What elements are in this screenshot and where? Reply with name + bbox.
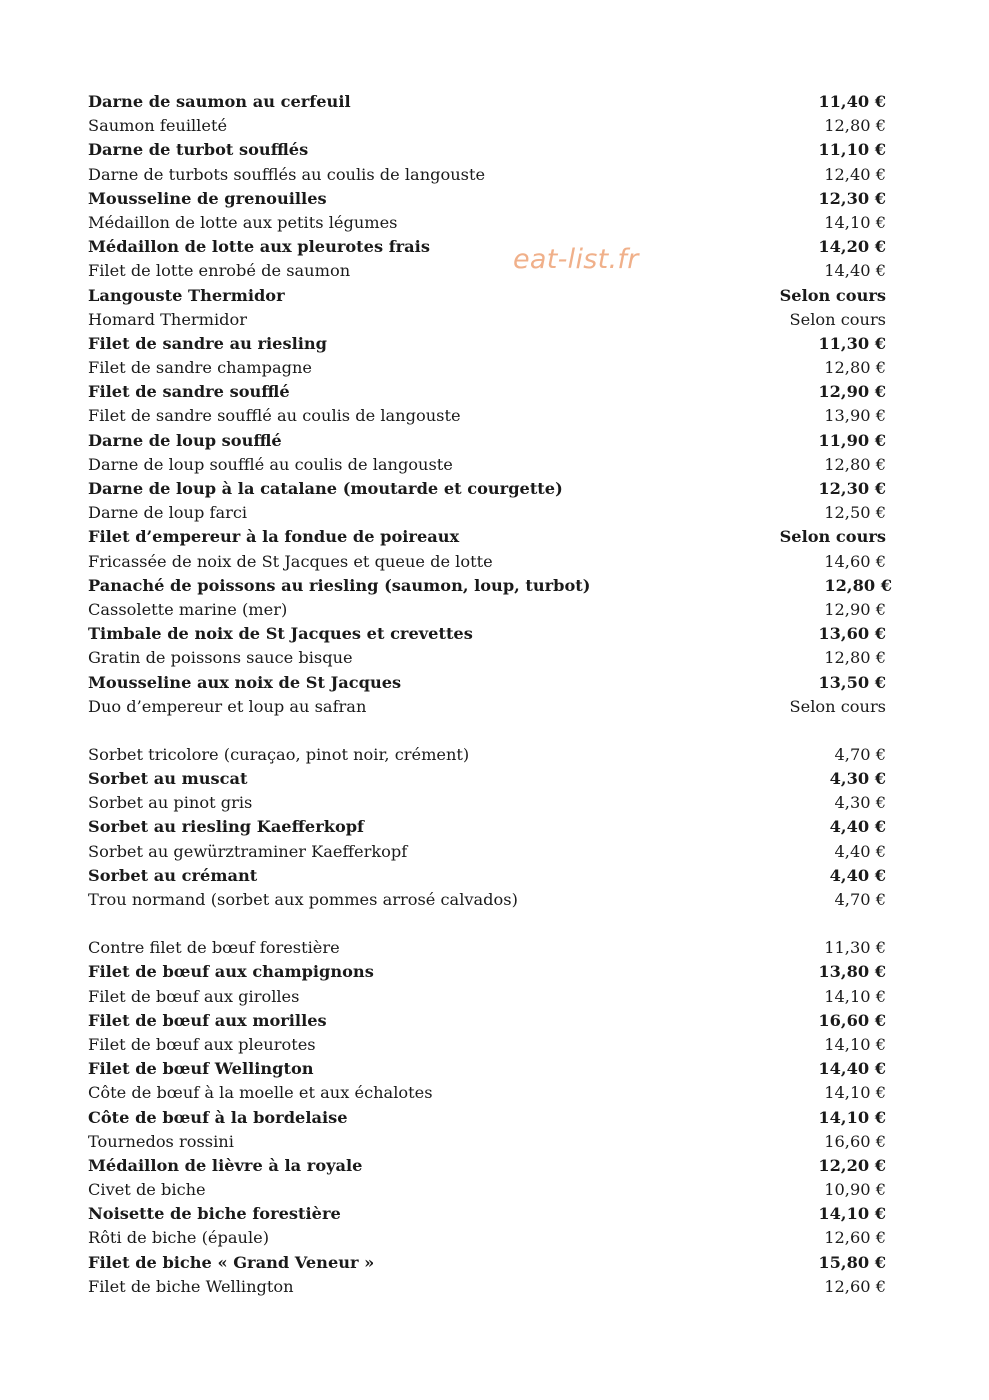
menu-item — [88, 1275, 886, 1299]
menu-item-price: 11,90 € — [818, 430, 886, 450]
menu-item-name: Filet de sandre champagne — [88, 358, 312, 378]
menu-item-name: Filet de biche Wellington — [88, 1276, 294, 1296]
menu-item — [88, 1154, 886, 1178]
menu-item — [88, 235, 886, 259]
menu-item-price: 12,60 € — [824, 1228, 886, 1248]
menu-item — [88, 695, 886, 719]
menu-item-price: 12,90 € — [818, 382, 886, 402]
menu-item — [88, 284, 886, 308]
menu-item-name: Langouste Thermidor — [88, 285, 285, 305]
menu-item-name: Contre filet de bœuf forestière — [88, 938, 340, 958]
menu-item-name: Médaillon de lotte aux pleurotes frais — [88, 237, 430, 257]
menu-item-name: Darne de turbots soufflés au coulis de langouste — [88, 164, 486, 184]
menu-item-name: Rôti de biche (épaule) — [88, 1228, 270, 1248]
menu-section — [88, 743, 886, 912]
menu-item-price: 14,40 € — [824, 261, 886, 281]
menu-item — [88, 1009, 886, 1033]
menu-item — [88, 1106, 886, 1130]
menu-list — [88, 90, 892, 1299]
menu-item-name: Filet de biche « Grand Veneur » — [88, 1252, 375, 1272]
menu-item — [88, 501, 886, 525]
menu-item-name: Darne de loup à la catalane (moutarde et courgette) — [88, 479, 563, 498]
menu-item-name: Trou normand (sorbet aux pommes arrosé calvados) — [88, 890, 518, 909]
menu-item-price: 14,20 € — [818, 237, 886, 257]
menu-item-price: 12,90 € — [824, 599, 886, 619]
menu-item-name: Darne de turbot soufflés — [88, 140, 309, 160]
menu-item — [88, 936, 886, 960]
menu-item — [88, 114, 886, 138]
menu-item-name: Noisette de biche forestière — [88, 1204, 341, 1224]
menu-item — [88, 767, 886, 791]
menu-item — [88, 743, 886, 767]
menu-item-price: 14,10 € — [818, 1107, 886, 1127]
menu-item-name: Filet de bœuf aux champignons — [88, 962, 374, 982]
menu-item-price: 16,60 € — [824, 1131, 886, 1151]
menu-item — [88, 1033, 886, 1057]
menu-item-price: 13,60 € — [818, 624, 886, 644]
menu-item-price: 12,60 € — [824, 1276, 886, 1296]
menu-item-price: 12,80 € — [824, 648, 886, 668]
menu-item-name: Médaillon de lièvre à la royale — [88, 1155, 363, 1175]
watermark: eat-list.fr — [513, 244, 639, 275]
menu-item-price: 4,30 € — [829, 769, 886, 789]
menu-item-price: 11,30 € — [818, 333, 886, 353]
menu-item-price: 4,40 € — [834, 841, 886, 861]
menu-item-name: Sorbet au gewürztraminer Kaefferkopf — [88, 841, 408, 861]
menu-item-price: 15,80 € — [818, 1252, 886, 1272]
menu-item-price: 11,40 € — [818, 92, 886, 111]
menu-item-name: Tournedos rossini — [88, 1131, 234, 1151]
menu-item — [88, 332, 886, 356]
menu-item — [88, 90, 886, 114]
menu-item-price: 14,10 € — [818, 1204, 886, 1224]
menu-item-price: 4,70 € — [834, 890, 886, 909]
menu-item-price: Selon cours — [779, 527, 886, 547]
menu-item-price: 13,90 € — [824, 406, 886, 426]
menu-item-name: Civet de biche — [88, 1180, 206, 1200]
menu-item — [88, 840, 886, 864]
menu-item-price: 4,30 € — [834, 793, 886, 813]
menu-item-price: 11,30 € — [824, 938, 886, 958]
menu-item-price: 16,60 € — [818, 1010, 886, 1030]
menu-item-price: 14,10 € — [824, 1034, 886, 1054]
menu-item-name: Filet de sandre soufflé au coulis de langouste — [88, 406, 461, 426]
menu-item-price: 12,80 € — [824, 454, 886, 474]
menu-item-price: 12,80 € — [824, 358, 886, 378]
menu-item-name: Filet de sandre au riesling — [88, 333, 327, 353]
menu-section — [88, 90, 892, 719]
menu-item-name: Filet de lotte enrobé de saumon — [88, 261, 351, 281]
menu-item-price: Selon cours — [779, 285, 886, 305]
menu-item-name: Cassolette marine (mer) — [88, 599, 288, 619]
menu-item-price: 12,30 € — [818, 188, 886, 208]
menu-item-name: Mousseline aux noix de St Jacques — [88, 672, 402, 692]
menu-item-name: Médaillon de lotte aux petits légumes — [88, 212, 398, 232]
menu-item-name: Côte de bœuf à la bordelaise — [88, 1107, 348, 1127]
menu-item — [88, 1057, 886, 1081]
menu-item-price: 12,50 € — [824, 503, 886, 523]
menu-item-name: Filet d’empereur à la fondue de poireaux — [88, 527, 460, 547]
menu-item — [88, 187, 886, 211]
menu-item — [88, 622, 886, 646]
menu-item-name: Sorbet au crémant — [88, 865, 258, 885]
menu-item — [88, 1178, 886, 1202]
menu-item-name: Sorbet au muscat — [88, 769, 248, 789]
menu-item-name: Filet de bœuf Wellington — [88, 1059, 314, 1079]
menu-item — [88, 574, 892, 598]
menu-item-price: Selon cours — [789, 696, 886, 716]
menu-section — [88, 936, 886, 1299]
menu-item-price: 13,80 € — [818, 962, 886, 982]
menu-item — [88, 453, 886, 477]
menu-item-name: Filet de bœuf aux morilles — [88, 1010, 327, 1030]
menu-item-price: 13,50 € — [818, 672, 886, 692]
menu-item-name: Côte de bœuf à la moelle et aux échalotes — [88, 1083, 433, 1103]
menu-item-price: 12,20 € — [818, 1155, 886, 1175]
menu-item — [88, 138, 886, 162]
menu-item-name: Darne de loup soufflé au coulis de langouste — [88, 454, 453, 474]
menu-item-price: Selon cours — [789, 309, 886, 329]
menu-item — [88, 598, 886, 622]
menu-item-price: 12,80 € — [824, 116, 886, 136]
menu-item — [88, 356, 886, 380]
menu-item — [88, 550, 886, 574]
menu-item-price: 12,30 € — [818, 479, 886, 498]
menu-item — [88, 1081, 886, 1105]
menu-item-name: Duo d’empereur et loup au safran — [88, 696, 367, 716]
menu-item-name: Sorbet tricolore (curaçao, pinot noir, crément) — [88, 744, 470, 764]
menu-item — [88, 864, 886, 888]
menu-item-name: Panaché de poissons au riesling (saumon, loup, turbot) — [88, 575, 591, 595]
menu-item — [88, 1202, 886, 1226]
menu-item — [88, 1130, 886, 1154]
menu-item-name: Sorbet au riesling Kaefferkopf — [88, 817, 365, 837]
menu-item — [88, 211, 886, 235]
menu-item — [88, 1226, 886, 1250]
menu-item-price: 10,90 € — [824, 1180, 886, 1200]
menu-item-price: 4,40 € — [829, 817, 886, 837]
menu-item-name: Fricassée de noix de St Jacques et queue de lotte — [88, 551, 493, 571]
menu-item-price: 14,10 € — [824, 1083, 886, 1103]
menu-item — [88, 960, 886, 984]
menu-item-name: Darne de loup farci — [88, 503, 248, 523]
menu-item — [88, 477, 886, 501]
menu-item-name: Darne de saumon au cerfeuil — [88, 92, 351, 111]
menu-item — [88, 646, 886, 670]
menu-item — [88, 815, 886, 839]
menu-item-name: Filet de bœuf aux girolles — [88, 986, 300, 1006]
menu-item-name: Filet de bœuf aux pleurotes — [88, 1034, 316, 1054]
menu-item-price: 4,40 € — [829, 865, 886, 885]
menu-item-price: 12,80 € — [824, 575, 892, 595]
menu-item-name: Homard Thermidor — [88, 309, 248, 329]
menu-item-name: Timbale de noix de St Jacques et crevettes — [88, 624, 473, 644]
menu-item-name: Saumon feuilleté — [88, 116, 228, 136]
menu-item-price: 12,40 € — [824, 164, 886, 184]
menu-item-name: Mousseline de grenouilles — [88, 188, 327, 208]
menu-item — [88, 985, 886, 1009]
menu-item — [88, 671, 886, 695]
menu-item-name: Darne de loup soufflé — [88, 430, 282, 450]
menu-item-price: 14,10 € — [824, 212, 886, 232]
menu-item-price: 11,10 € — [818, 140, 886, 160]
menu-item-name: Sorbet au pinot gris — [88, 793, 253, 813]
menu-item-name: Filet de sandre soufflé — [88, 382, 290, 402]
menu-item-price: 14,10 € — [824, 986, 886, 1006]
menu-item — [88, 791, 886, 815]
menu-item — [88, 1251, 886, 1275]
menu-item-name: Gratin de poissons sauce bisque — [88, 648, 353, 668]
menu-item — [88, 308, 886, 332]
menu-item — [88, 404, 886, 428]
menu-item-price: 4,70 € — [834, 744, 886, 764]
menu-item — [88, 259, 886, 283]
menu-item — [88, 888, 886, 912]
menu-item — [88, 525, 886, 549]
menu-item — [88, 429, 886, 453]
menu-item-price: 14,60 € — [824, 551, 886, 571]
menu-item — [88, 163, 886, 187]
menu-item-price: 14,40 € — [818, 1059, 886, 1079]
menu-item — [88, 380, 886, 404]
